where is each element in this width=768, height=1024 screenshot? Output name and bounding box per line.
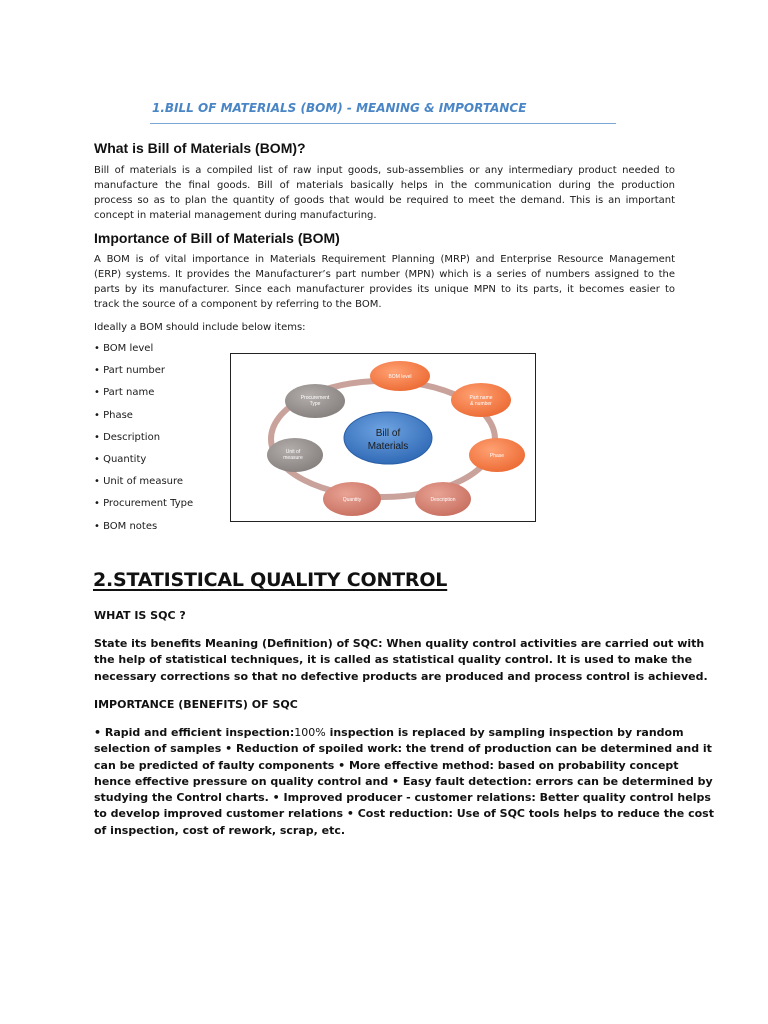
sqc-benefits-paragraph bbox=[94, 725, 714, 839]
text-run: based on probability concept bbox=[497, 758, 679, 772]
ideally-line bbox=[94, 320, 675, 335]
para-line: process so as to plan the quantity of goods that would be required to meet the demand. This is an important bbox=[94, 195, 675, 206]
sqc-importance-heading: IMPORTANCE (BENEFITS) OF SQC bbox=[94, 698, 298, 711]
para-line: of inspection, cost of rework, scrap, etc. bbox=[94, 823, 346, 837]
center-label-line1: Bill of bbox=[375, 428, 401, 439]
list-item: • BOM level bbox=[94, 341, 224, 363]
what-is-bom-paragraph bbox=[94, 163, 675, 223]
text-run: • Rapid and efficient inspection: bbox=[94, 726, 295, 739]
bom-items-list bbox=[94, 341, 224, 541]
para-line bbox=[94, 758, 679, 774]
ideally-text: Ideally a BOM should include below items: bbox=[94, 322, 306, 333]
node-unit-label2: measure bbox=[283, 455, 303, 461]
node-part-name-label1: Part name bbox=[469, 395, 493, 401]
bom-diagram bbox=[230, 353, 536, 522]
list-item: • Quantity bbox=[94, 452, 224, 474]
sqc-definition-paragraph bbox=[94, 636, 708, 685]
list-item: • Part number bbox=[94, 363, 224, 385]
what-is-sqc-heading: WHAT IS SQC ? bbox=[94, 609, 186, 622]
node-bom-level-label: BOM level bbox=[388, 374, 412, 380]
para-line bbox=[94, 725, 684, 741]
bom-cycle-svg bbox=[231, 354, 535, 521]
para-line: State its benefits Meaning (Definition) of SQC: When quality control activities are carried out with bbox=[94, 637, 705, 650]
para-line: concept in material management during manufacturing. bbox=[94, 210, 377, 221]
text-run: the trend of production can be determined and it bbox=[405, 742, 712, 756]
text-run: to develop improved customer relations • Cost reduction: bbox=[94, 807, 457, 821]
para-line: A BOM is of vital importance in Materials Requirement Planning (MRP) and Enterprise Resource Management bbox=[94, 254, 675, 265]
para-line: track the source of a component by referring to the BOM. bbox=[94, 299, 382, 310]
text-run: selection of samples • Reduction of spoiled work: bbox=[94, 742, 406, 756]
para-line: (ERP) systems. It provides the Manufacturer’s part number (MPN) which is a series of numbers assigned to the bbox=[94, 269, 675, 280]
list-item: • Description bbox=[94, 430, 224, 452]
para-line bbox=[94, 790, 711, 806]
list-item: • Unit of measure bbox=[94, 474, 224, 496]
para-line bbox=[94, 741, 712, 757]
node-procurement-label1: Procurement bbox=[300, 395, 330, 401]
importance-bom-heading: Importance of Bill of Materials (BOM) bbox=[94, 230, 340, 246]
node-description-label: Description bbox=[430, 497, 456, 503]
text-run: can be predicted of faulty components • More effective method: bbox=[94, 758, 498, 772]
node-unit-label1: Unit of bbox=[285, 449, 301, 455]
center-label-line2: Materials bbox=[367, 441, 409, 452]
node-procurement-label2: Type bbox=[309, 401, 321, 407]
para-line: manufacture the final goods. Bill of materials basically helps in the communication during the production bbox=[94, 180, 675, 191]
para-line: necessary corrections so that no defective products are produced and process control is achieved. bbox=[94, 669, 708, 683]
list-item: • Part name bbox=[94, 385, 224, 407]
para-line: the help of statistical techniques, it is called as statistical quality control. It is used to make the bbox=[94, 653, 693, 667]
what-is-bom-heading: What is Bill of Materials (BOM)? bbox=[94, 140, 306, 156]
text-run: hence effective pressure on quality control and • Easy fault detection: bbox=[94, 774, 536, 788]
importance-bom-paragraph bbox=[94, 252, 675, 312]
section2-title: 2.STATISTICAL QUALITY CONTROL bbox=[93, 569, 448, 591]
list-item: • Procurement Type bbox=[94, 496, 224, 518]
list-item: • Phase bbox=[94, 408, 224, 430]
para-line: parts by its manufacturer. Since each manufacturer provides its unique MPN to its parts, it becomes easier to bbox=[94, 284, 675, 295]
text-run: errors can be determined by bbox=[535, 774, 713, 788]
node-phase-label: Phase bbox=[489, 453, 505, 459]
text-run: inspection is replaced by sampling inspection by random bbox=[325, 726, 684, 739]
list-item: • BOM notes bbox=[94, 519, 224, 541]
text-run: Use of SQC tools helps to reduce the cost bbox=[456, 807, 714, 821]
node-part-name-label2: & number bbox=[470, 401, 492, 407]
section1-title: 1.BILL OF MATERIALS (BOM) - MEANING & IMPORTANCE bbox=[152, 101, 527, 115]
para-line: Bill of materials is a compiled list of raw input goods, sub-assemblies or any intermediary product needed to bbox=[94, 165, 675, 176]
node-quantity-label: Quantity bbox=[342, 497, 362, 503]
title-underline-rule bbox=[150, 123, 616, 124]
text-run: 100% bbox=[294, 726, 326, 739]
para-line bbox=[94, 774, 713, 790]
text-run: studying the Control charts. • Improved producer - bbox=[94, 791, 415, 805]
para-line bbox=[94, 806, 714, 822]
text-run: customer relations: Better quality control helps bbox=[414, 791, 711, 805]
